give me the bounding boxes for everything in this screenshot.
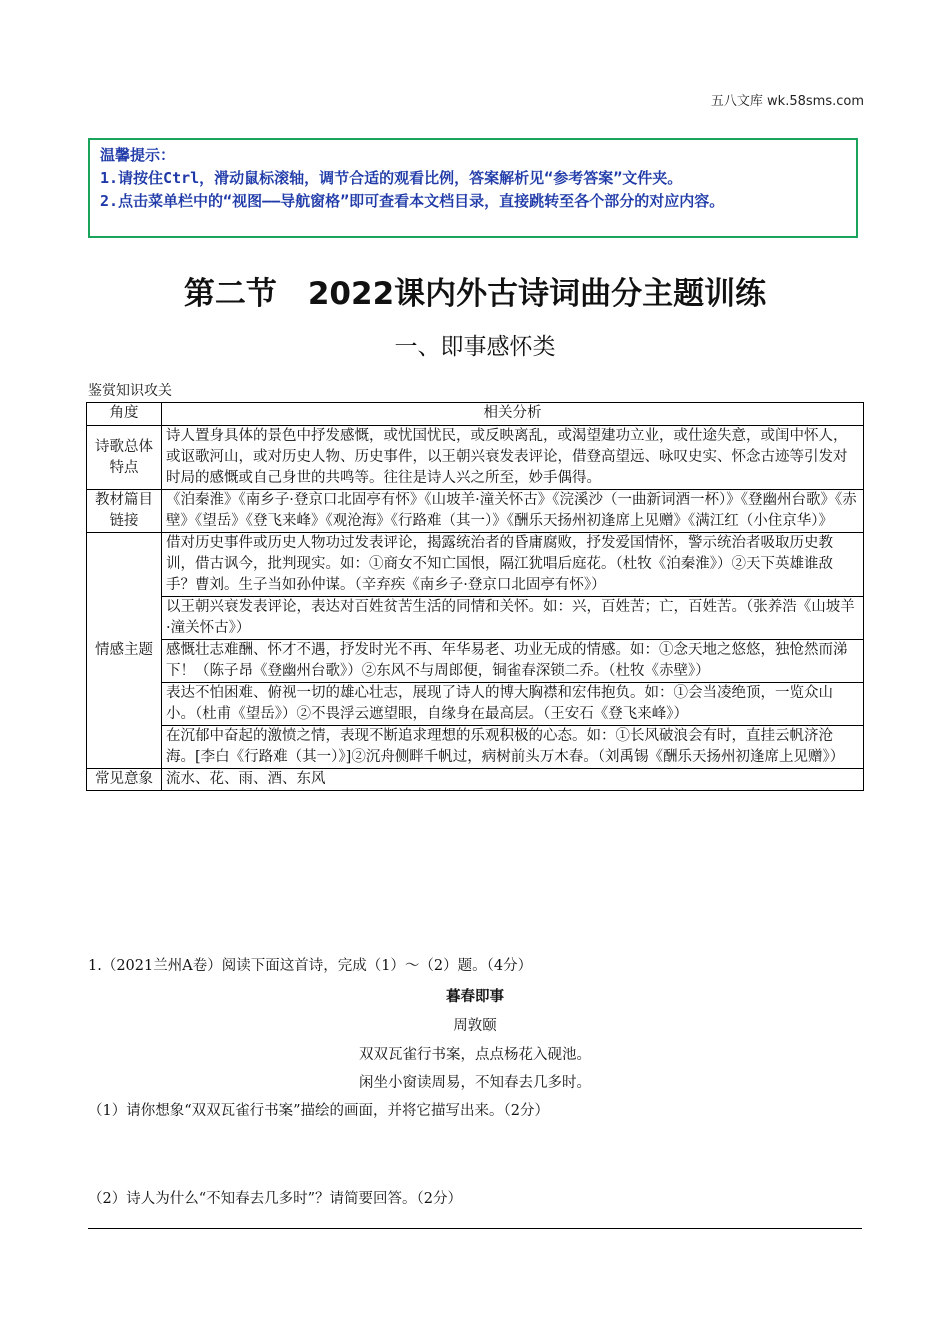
tips-heading: 温馨提示： (100, 146, 176, 164)
tips-box (88, 138, 858, 238)
header-angle: 角度 (87, 403, 162, 426)
row-analysis: 《泊秦淮》《南乡子·登京口北固亭有怀》《山坡羊·潼关怀古》《浣溪沙（一曲新词酒一杯）》《登幽州台歌》《赤壁》《望岳》《登飞来峰》《观沧海》《行路难（其一）》《酬乐天扬州初逢席上见赠》《满江红（小住京华）》 (162, 490, 864, 533)
row-category: 教材篇目链接 (87, 490, 162, 533)
theme-item: 借对历史事件或历史人物功过发表评论，揭露统治者的昏庸腐败，抒发爱国情怀，警示统治者吸取历史教训，借古讽今，批判现实。如：①商女不知亡国恨，隔江犹唱后庭花。（杜牧《泊秦淮》）②天下英雄谁敌手？曹刘。生子当如孙仲谋。（辛弃疾《南乡子·登京口北固亭有怀》） (162, 533, 864, 597)
poem-title: 暮春即事 (446, 989, 504, 1005)
table-row (87, 726, 864, 769)
poem-line: 双双瓦雀行书案，点点杨花入砚池。 (359, 1047, 591, 1063)
row-category: 常见意象 (87, 769, 162, 791)
answer-line (88, 1228, 862, 1229)
poem-author: 周敦颐 (453, 1018, 497, 1034)
question-intro: 1.（2021兰州A卷）阅读下面这首诗，完成（1）～（2）题。（4分） (88, 958, 533, 974)
theme-item: 表达不怕困难、俯视一切的雄心壮志，展现了诗人的博大胸襟和宏伟抱负。如：①会当凌绝顶，一览众山小。（杜甫《望岳》）②不畏浮云遮望眼，自缘身在最高层。（王安石《登飞来峰》） (162, 683, 864, 726)
row-category: 情感主题 (87, 533, 162, 769)
tips-line-2: 2.点击菜单栏中的“视图——导航窗格”即可查看本文档目录，直接跳转至各个部分的对应内容。 (100, 192, 725, 210)
table-row (87, 490, 864, 533)
table-row (87, 769, 864, 791)
theme-item: 以王朝兴衰发表评论，表达对百姓贫苦生活的同情和关怀。如：兴，百姓苦；亡，百姓苦。（张养浩《山坡羊·潼关怀古》） (162, 597, 864, 640)
row-analysis: 诗人置身具体的景色中抒发感慨，或忧国忧民，或反映离乱，或渴望建功立业，或仕途失意，或闺中怀人，或讴歌河山，或对历史人物、历史事件，以王朝兴衰发表评论，借登高望远、咏叹史实、怀念古迹等引发对时局的感慨或自己身世的共鸣等。往往是诗人兴之所至，妙手偶得。 (162, 426, 864, 490)
theme-item: 感慨壮志难酬、怀才不遇，抒发时光不再、年华易老、功业无成的情感。如：①念天地之悠悠，独怆然而涕下！（陈子昂《登幽州台歌》）②东风不与周郎便，铜雀春深锁二乔。（杜牧《赤壁》） (162, 640, 864, 683)
section-label: 鉴赏知识攻关 (88, 383, 172, 399)
table-row (87, 426, 864, 490)
tips-line-1: 1.请按住Ctrl，滑动鼠标滚轴，调节合适的观看比例，答案解析见“参考答案”文件夹。 (100, 169, 683, 187)
row-category: 诗歌总体特点 (87, 426, 162, 490)
theme-item: 在沉郁中奋起的激愤之情，表现不断追求理想的乐观积极的心态。如：①长风破浪会有时，直挂云帆济沧海。[李白《行路难（其一）》]②沉舟侧畔千帆过，病树前头万木春。（刘禹锡《酬乐天扬州初逢席上见赠》） (162, 726, 864, 769)
site-watermark: 五八文库 wk.58sms.com (710, 94, 864, 109)
table-row (87, 533, 864, 597)
table-row (87, 597, 864, 640)
section-subtitle: 一、即事感怀类 (394, 334, 556, 360)
sub-question-2: （2）诗人为什么“不知春去几多时”？请简要回答。（2分） (88, 1191, 463, 1207)
page-title: 第二节 2022课内外古诗词曲分主题训练 (183, 276, 767, 312)
table-row (87, 640, 864, 683)
table-row (87, 683, 864, 726)
table-header-row (87, 403, 864, 426)
sub-question-1: （1）请你想象“双双瓦雀行书案”描绘的画面，并将它描写出来。（2分） (88, 1103, 550, 1119)
header-analysis: 相关分析 (162, 403, 864, 426)
row-analysis: 流水、花、雨、酒、东风 (162, 769, 864, 791)
poem-line: 闲坐小窗读周易，不知春去几多时。 (359, 1075, 591, 1091)
knowledge-table (86, 402, 864, 791)
